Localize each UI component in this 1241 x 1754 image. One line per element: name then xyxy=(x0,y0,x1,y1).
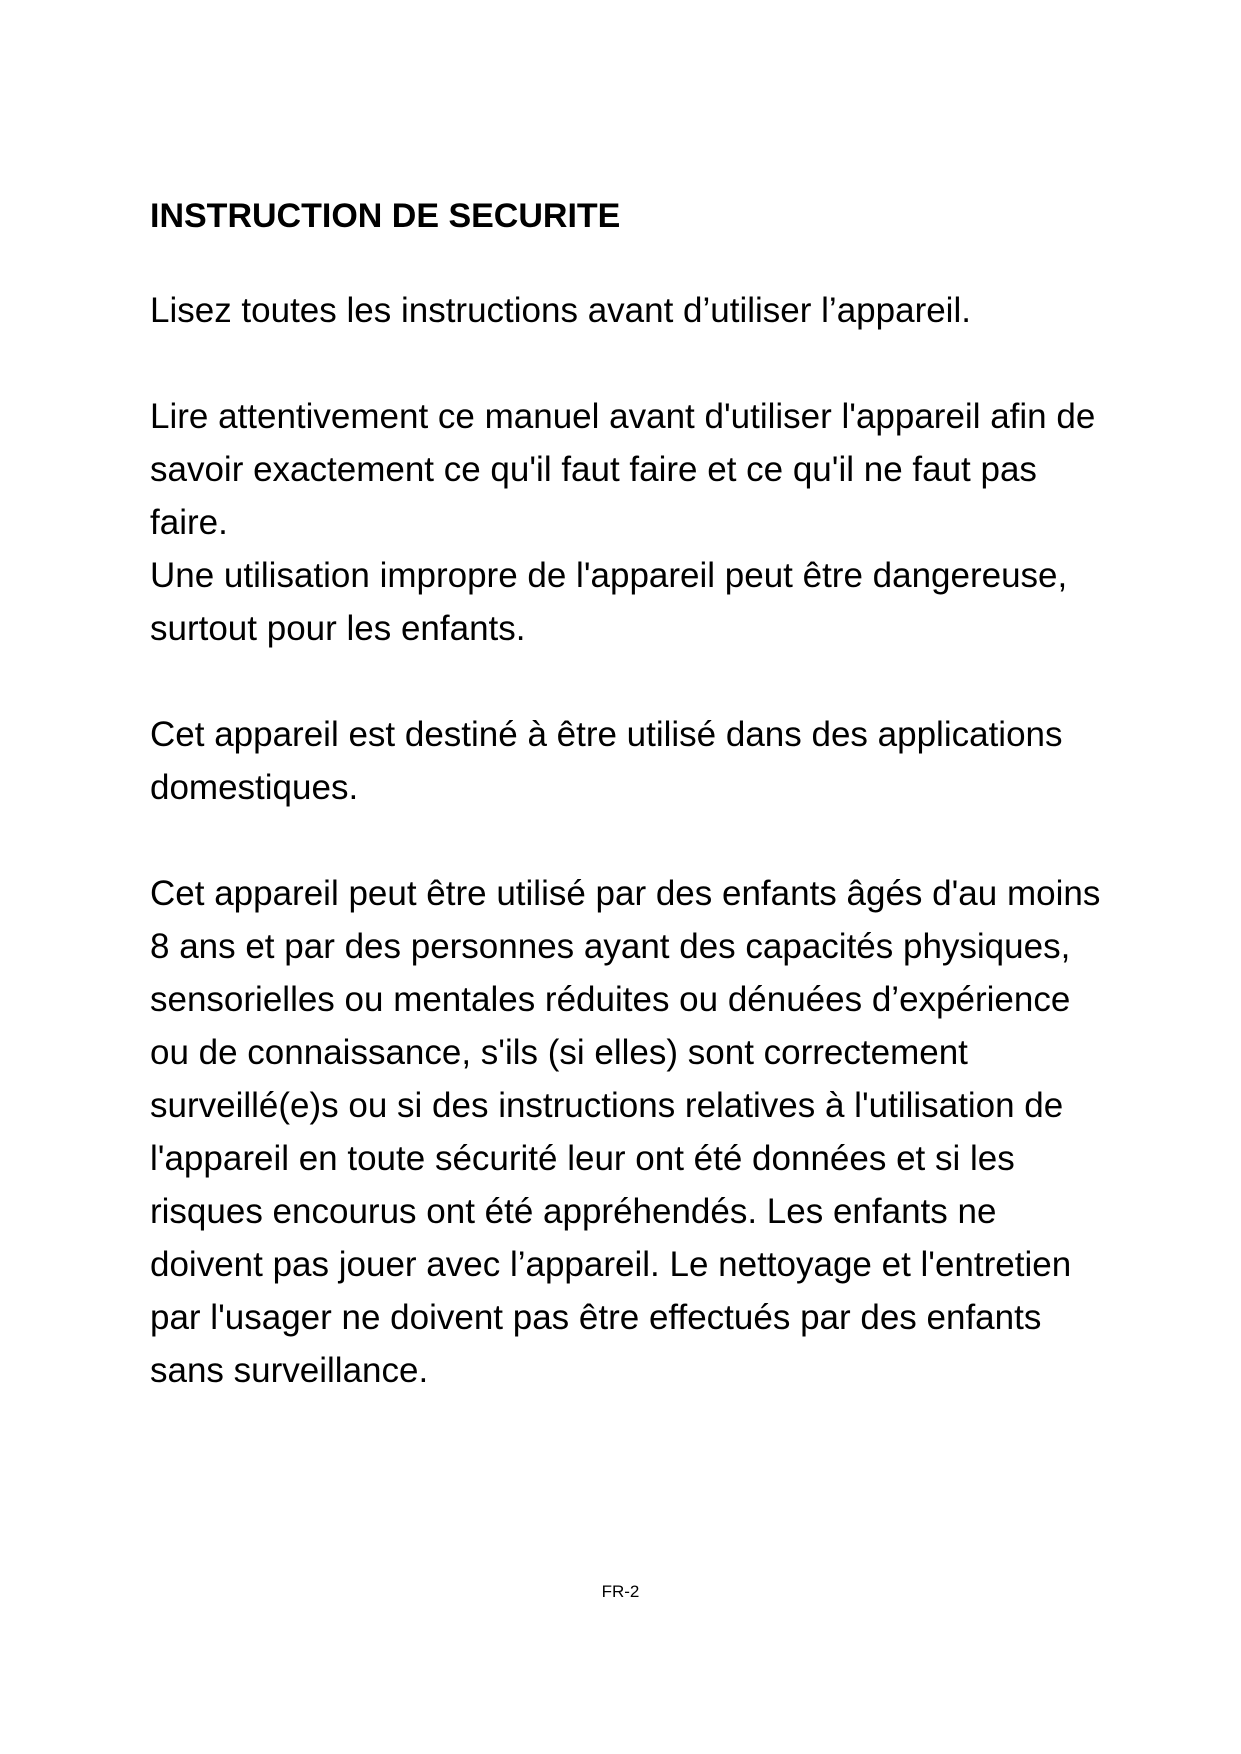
page-number: FR-2 xyxy=(601,1582,640,1601)
page-title: INSTRUCTION DE SECURITE xyxy=(150,197,621,235)
domestic-use-paragraph: Cet appareil est destiné à être utilisé dans des applications domestiques. xyxy=(150,715,1063,807)
danger-paragraph: Une utilisation impropre de l'appareil peut être dangereuse, surtout pour les enfants. xyxy=(150,556,1068,648)
manual-paragraph: Lire attentivement ce manuel avant d'utiliser l'appareil afin de savoir exactement ce qu'il faut faire et ce qu'il ne faut pas faire. xyxy=(150,397,1096,542)
intro-paragraph: Lisez toutes les instructions avant d’utiliser l’appareil. xyxy=(150,291,971,330)
children-safety-paragraph: Cet appareil peut être utilisé par des enfants âgés d'au moins 8 ans et par des personnes ayant des capacités physiques, sensorielles ou mentales réduites ou dénuées d’expérience ou de connaissance, s'ils (si elles) sont correctement surveillé(e)s ou si des instructions relatives à l'utilisation de l'appareil en toute sécurité leur ont été données et si les risques encourus ont été appréhendés. Les enfants ne doivent pas jouer avec l’appareil. Le nettoyage et l'entretien par l'usager ne doivent pas être effectués par des enfants sans surveillance. xyxy=(150,874,1101,1390)
document-body xyxy=(150,192,1110,1397)
